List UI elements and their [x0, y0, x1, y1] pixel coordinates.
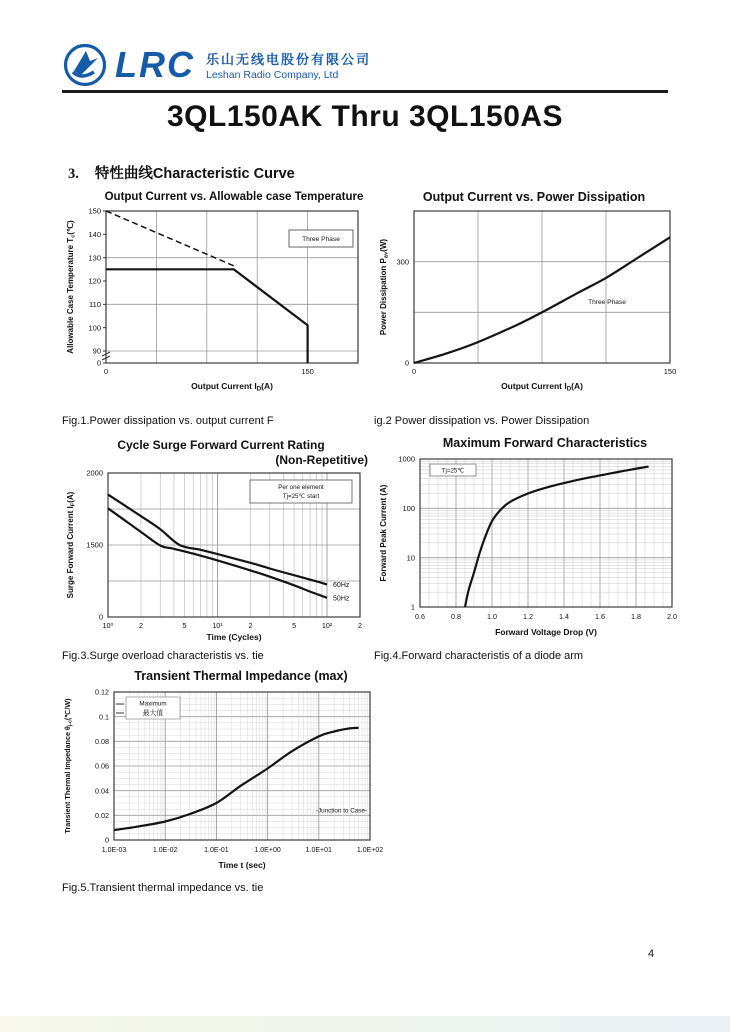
svg-text:Per one element: Per one element — [278, 484, 324, 491]
svg-text:0: 0 — [411, 367, 417, 376]
company-name — [206, 49, 371, 81]
svg-text:1: 1 — [410, 602, 415, 612]
section-number: 3. — [68, 166, 79, 182]
page-number: 4 — [648, 948, 655, 960]
svg-text:0.06: 0.06 — [95, 761, 109, 771]
curve-thermal-impedance — [114, 728, 359, 830]
fig1-title: Output Current vs. Allowable case Temperature — [104, 191, 364, 203]
svg-text:10²: 10² — [321, 621, 333, 630]
svg-text:最大值: 最大值 — [142, 710, 164, 717]
svg-text:Allowable Case Temperature Tc(: Allowable Case Temperature $T_c(℃)$ — [66, 220, 77, 354]
svg-text:Output Current ID(A): Output Current $I_D(A)$ — [191, 381, 273, 393]
svg-text:50Hz: 50Hz — [333, 595, 350, 603]
svg-text:Output Current ID(A): Output Current $I_D(A)$ — [501, 381, 583, 393]
fig3-plot — [60, 467, 368, 645]
svg-text:Tj=25℃: Tj=25℃ — [441, 467, 465, 475]
svg-text:0: 0 — [103, 367, 109, 376]
svg-text:10¹: 10¹ — [212, 621, 223, 630]
svg-text:10: 10 — [406, 553, 415, 563]
curve-forward-characteristic — [465, 467, 649, 607]
svg-text:Forward Peak Current (A): Forward Peak Current (A) — [379, 484, 388, 582]
svg-text:120: 120 — [88, 276, 101, 286]
header-rule — [62, 90, 668, 93]
svg-text:0: 0 — [105, 835, 109, 845]
svg-text:0: 0 — [96, 358, 101, 368]
fig5-caption: Fig.5.Transient thermal impedance vs. tie — [62, 882, 264, 894]
svg-text:5: 5 — [182, 621, 187, 630]
svg-text:1.0E+01: 1.0E+01 — [305, 847, 332, 854]
fig3-subtitle: (Non-Repetitive) — [275, 453, 368, 467]
company-name-cn: 乐山无线电股份有限公司 — [206, 52, 372, 67]
svg-text:0.6: 0.6 — [415, 612, 425, 621]
svg-text:2: 2 — [138, 621, 143, 630]
svg-text:5: 5 — [292, 621, 297, 630]
svg-text:1.6: 1.6 — [595, 612, 605, 621]
svg-text:90: 90 — [92, 346, 101, 356]
svg-text:1.0E-03: 1.0E-03 — [101, 847, 127, 854]
fig3-title: Cycle Surge Forward Current Rating — [117, 438, 325, 452]
svg-text:1.0E+00: 1.0E+00 — [254, 847, 281, 854]
figure-3-cycle-surge-forward-current — [60, 438, 372, 650]
svg-text:110: 110 — [89, 299, 101, 309]
svg-text:Time t (sec): Time t (sec) — [218, 860, 266, 870]
svg-text:0.8: 0.8 — [451, 612, 461, 621]
fig5-plot — [58, 684, 394, 874]
bottom-gradient — [0, 1016, 730, 1032]
svg-text:300: 300 — [396, 257, 409, 267]
svg-text:Surge Forward Current IF(A): Surge Forward Current $I_F(A)$ — [66, 491, 77, 599]
svg-text:2: 2 — [248, 621, 253, 630]
svg-text:Transient Thermal Impedance θj: Transient Thermal Impedance $\theta_{j-c}(℃/W)$ — [63, 698, 74, 834]
svg-text:150: 150 — [301, 367, 314, 376]
svg-text:1.4: 1.4 — [559, 612, 569, 621]
section-title: 特性曲线Characteristic Curve — [94, 166, 295, 182]
lrc-logo-icon — [62, 42, 108, 88]
page-title: 3QL150AK Thru 3QL150AS — [166, 100, 564, 133]
fig2-title: Output Current vs. Power Dissipation — [422, 190, 646, 204]
svg-text:1.0E+02: 1.0E+02 — [356, 847, 384, 854]
figure-5-transient-thermal-impedance — [58, 668, 394, 879]
svg-text:130: 130 — [88, 253, 101, 263]
fig3-caption: Fig.3.Surge overload characteristis vs. tie — [62, 650, 264, 662]
svg-text:1.8: 1.8 — [631, 612, 641, 621]
svg-text:Power Dissipation Pav(W): Power Dissipation $P_{av}(W)$ — [379, 238, 390, 336]
fig4-caption: Fig.4.Forward characteristis of a diode arm — [374, 650, 584, 662]
figure-4-maximum-forward-characteristics — [374, 436, 686, 648]
svg-text:Tj=25℃ start: Tj=25℃ start — [282, 493, 320, 500]
section-heading — [68, 162, 295, 183]
fig5-title: Transient Thermal Impedance (max) — [134, 669, 348, 683]
svg-text:1.0E-02: 1.0E-02 — [152, 847, 178, 854]
svg-text:100: 100 — [88, 323, 101, 333]
svg-text:0.08: 0.08 — [95, 736, 109, 746]
fig2-plot — [374, 205, 682, 397]
svg-text:0.12: 0.12 — [95, 687, 109, 697]
svg-text:1.2: 1.2 — [523, 612, 533, 621]
svg-text:150: 150 — [663, 367, 677, 376]
fig4-plot — [374, 451, 682, 643]
svg-text:2000: 2000 — [86, 468, 103, 478]
svg-text:100: 100 — [402, 503, 415, 513]
svg-text:2.0: 2.0 — [667, 612, 677, 621]
svg-text:1.0E-01: 1.0E-01 — [204, 847, 229, 854]
lrc-logo — [62, 42, 371, 88]
svg-text:1.0: 1.0 — [487, 612, 497, 621]
svg-text:Time (Cycles): Time (Cycles) — [206, 632, 262, 642]
svg-text:0.1: 0.1 — [99, 712, 109, 722]
fig1-caption: Fig.1.Power dissipation vs. output current F — [62, 415, 274, 427]
svg-text:-Junction to Case-: -Junction to Case- — [315, 807, 367, 815]
svg-text:60Hz: 60Hz — [333, 581, 350, 589]
svg-text:1500: 1500 — [86, 540, 103, 550]
svg-text:10⁰: 10⁰ — [102, 621, 114, 630]
svg-text:Forward Voltage Drop (V): Forward Voltage Drop (V) — [495, 627, 597, 637]
svg-text:1000: 1000 — [398, 454, 415, 464]
fig2-caption: ig.2 Power dissipation vs. Power Dissipation — [374, 415, 590, 427]
figure-1-output-current-vs-case-temperature — [60, 190, 372, 402]
fig1-plot — [60, 205, 368, 397]
svg-text:2: 2 — [358, 621, 362, 630]
brand-text: LRC — [115, 44, 195, 85]
svg-text:150: 150 — [88, 206, 101, 216]
figure-2-output-current-vs-power-dissipation — [374, 190, 686, 402]
svg-text:Three Phase: Three Phase — [588, 299, 626, 306]
company-name-en: Leshan Radio Company, Ltd — [206, 69, 339, 81]
svg-text:0.04: 0.04 — [95, 786, 109, 796]
fig4-title: Maximum Forward Characteristics — [442, 436, 648, 450]
svg-text:0: 0 — [98, 612, 103, 622]
svg-text:140: 140 — [88, 229, 101, 239]
svg-text:Maximum: Maximum — [139, 700, 167, 708]
svg-text:0: 0 — [404, 358, 409, 368]
svg-text:0.02: 0.02 — [95, 810, 109, 820]
svg-text:Three Phase: Three Phase — [302, 236, 340, 243]
